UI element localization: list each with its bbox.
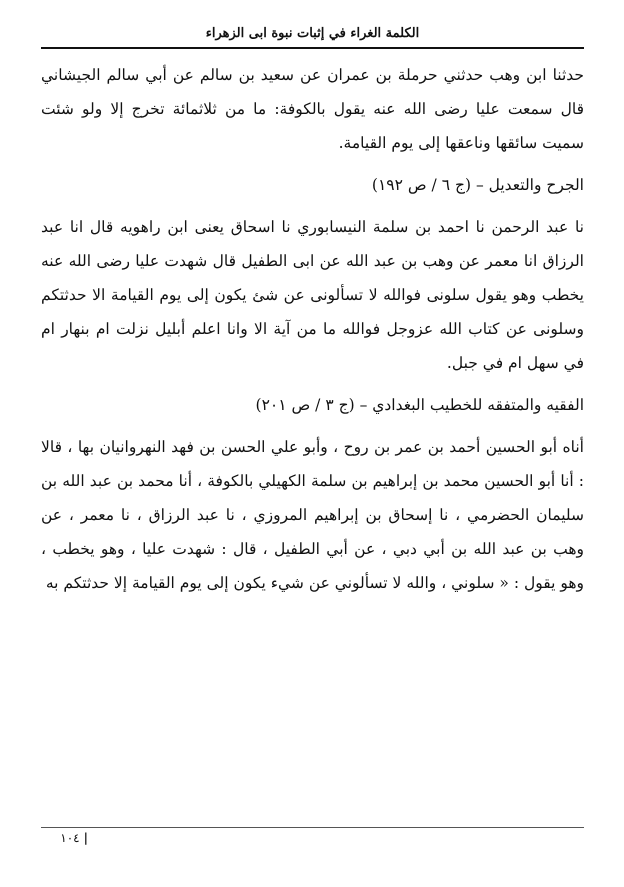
- source-citation-1: الجرح والتعديل – (ج ٦ / ص ١٩٢): [371, 176, 584, 194]
- header-divider: [41, 47, 584, 49]
- book-title: الكلمة الغراء في إثبات نبوة ابى الزهراء: [205, 26, 420, 41]
- page-number: ١٠٤: [60, 831, 80, 845]
- paragraph-narration-1: حدثنا ابن وهب حدثني حرملة بن عمران عن سعيد بن سالم عن أبي سالم الجيشاني قال سمعت عليا رضى الله عنه يقول بالكوفة: ما من ثلاثمائة تخرج إلا ولو شئت سميت سائقها وناعقها إلى يوم القيامة.: [41, 66, 584, 152]
- paragraph-narration-3: أناه أبو الحسين أحمد بن عمر بن روح ، وأبو علي الحسن بن فهد النهروانيان بها ، قالا : أنا أبو الحسين محمد بن إبراهيم بن سلمة الكهيلي بالكوفة ، أنا محمد بن عبد الله بن سليمان الحضرمي ، نا إسحاق بن إبراهيم المروزي ، نا عبد الرزاق ، نا معمر ، عن وهب بن عبد الله بن أبي دبي ، عن أبي الطفيل ، قال : شهدت عليا ، وهو يخطب ، وهو يقول : « سلوني ، والله لا تسألوني عن شيء يكون إلى يوم القيامة إلا حدثتكم به: [41, 438, 584, 592]
- footer-separator: |: [83, 831, 88, 845]
- page-footer: [60, 829, 88, 847]
- page-header: [41, 24, 584, 44]
- source-citation-2: الفقيه والمتفقه للخطيب البغدادي – (ج ٣ / ص ٢٠١): [255, 396, 584, 414]
- page-body: [41, 58, 584, 600]
- paragraph-narration-2: نا عبد الرحمن نا احمد بن سلمة النيسابوري نا اسحاق يعنى ابن راهويه قال انا عبد الرزاق انا معمر عن وهب بن عبد الله عن ابى الطفيل قال شهدت عليا رضى الله عنه يخطب وهو يقول سلونى فوالله لا تسألونى عن شئ يكون إلى يوم القيامة الا حدثتكم وسلونى عن كتاب الله عزوجل فوالله ما من آية الا وانا اعلم أبليل نزلت ام بنهار ام في سهل ام في جبل.: [41, 218, 584, 372]
- footer-divider: [41, 827, 584, 828]
